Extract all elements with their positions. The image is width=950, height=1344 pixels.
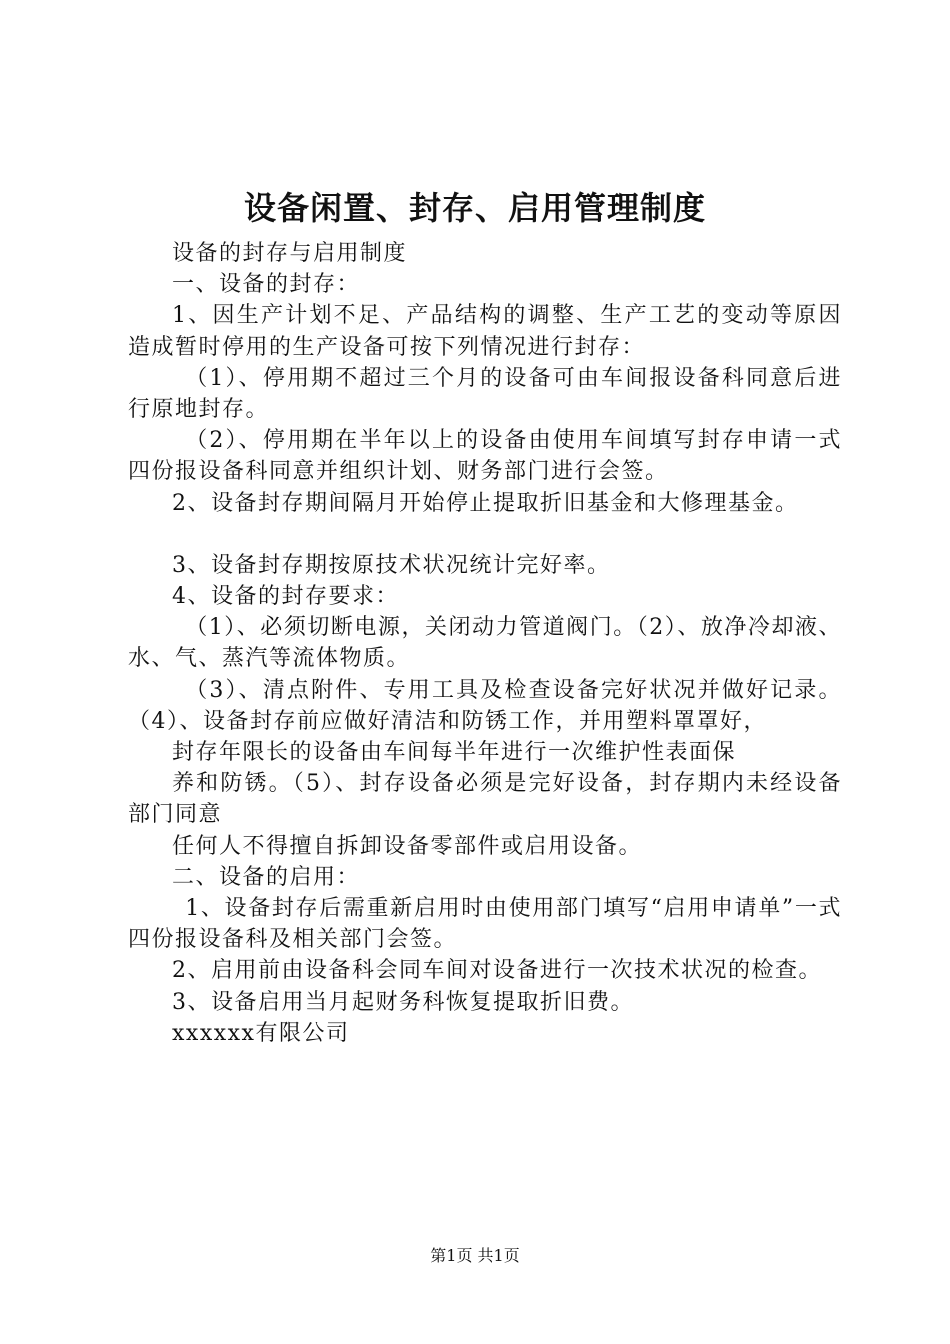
paragraph: 4、设备的封存要求： bbox=[172, 584, 399, 610]
section-heading: 一、设备的封存： bbox=[172, 272, 361, 298]
paragraph: 3、设备启用当月起财务科恢复提取折旧费。 bbox=[172, 989, 634, 1015]
paragraph: 任何人不得擅自拆卸设备零部件或启用设备。 bbox=[172, 833, 643, 859]
document-body bbox=[128, 238, 842, 1049]
document-title: 设备闲置、封存、启用管理制度 bbox=[243, 189, 706, 227]
paragraph: 2、启用前由设备科会同车间对设备进行一次技术状况的检查。 bbox=[172, 958, 822, 984]
paragraph: （2）、停用期在半年以上的设备由使用车间填写封存申请一式四份报设备科同意并组织计划、财务部门进行会签。 bbox=[128, 428, 842, 485]
paragraph: 1、设备封存后需重新启用时由使用部门填写“启用申请单”一式四份报设备科及相关部门会签。 bbox=[128, 896, 842, 953]
paragraph: 设备的封存与启用制度 bbox=[172, 241, 408, 266]
paragraph: 封存年限长的设备由车间每半年进行一次维护性表面保 bbox=[172, 740, 737, 766]
section-heading: 二、设备的启用： bbox=[172, 864, 361, 890]
page-footer: 第1页 共1页 bbox=[430, 1246, 520, 1265]
company-name: xxxxxx有限公司 bbox=[172, 1020, 350, 1046]
paragraph: 3、设备封存期按原技术状况统计完好率。 bbox=[172, 552, 611, 578]
paragraph: （1）、必须切断电源，关闭动力管道阀门。（2）、放净冷却液、水、气、蒸汽等流体物质。 bbox=[128, 615, 842, 672]
paragraph: 1、因生产计划不足、产品结构的调整、生产工艺的变动等原因造成暂时停用的生产设备可按下列情况进行封存： bbox=[128, 303, 842, 360]
paragraph: （1）、停用期不超过三个月的设备可由车间报设备科同意后进行原地封存。 bbox=[128, 365, 842, 423]
paragraph: （3）、清点附件、专用工具及检查设备完好状况并做好记录。（4）、设备封存前应做好清洁和防锈工作，并用塑料罩罩好， bbox=[128, 677, 842, 734]
paragraph: 2、设备封存期间隔月开始停止提取折旧基金和大修理基金。 bbox=[172, 490, 799, 516]
paragraph: 养和防锈。（5）、封存设备必须是完好设备，封存期内未经设备部门同意 bbox=[128, 771, 842, 828]
